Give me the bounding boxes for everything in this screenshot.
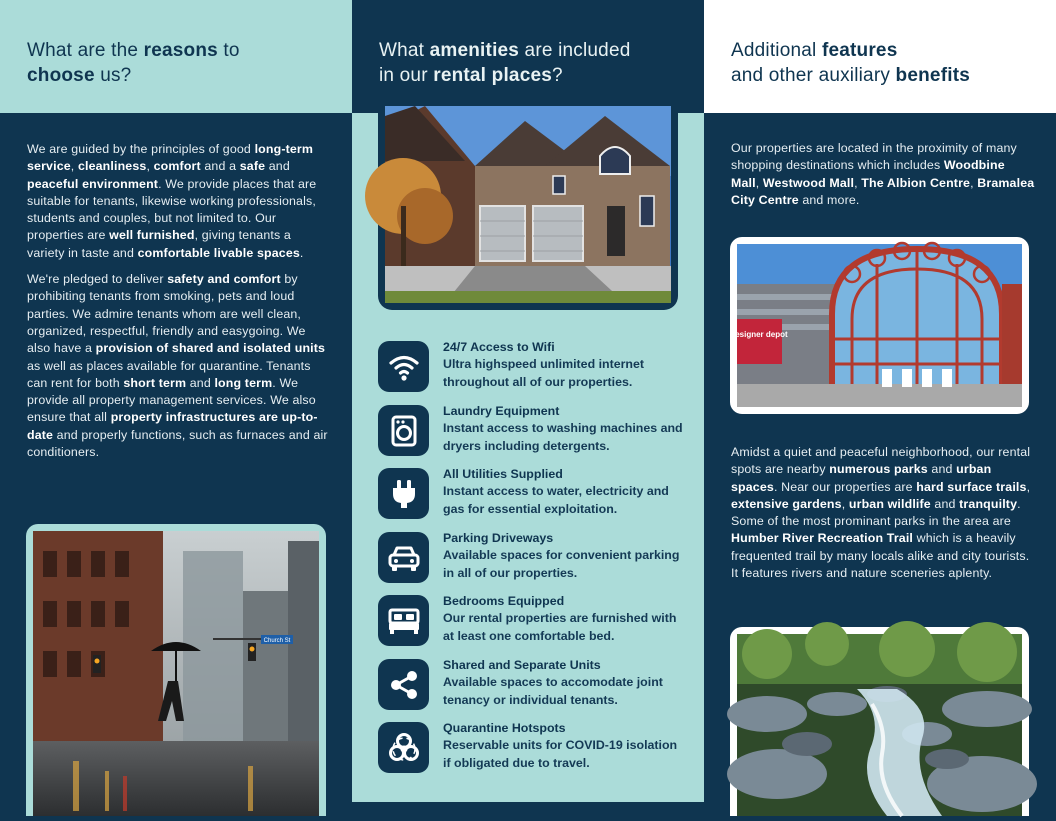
emphasis-text: numerous parks (829, 462, 928, 477)
body-text-run: Amidst a quiet and peaceful neighborhood, our rental spots are nearby (731, 445, 1031, 477)
mall-sign-text: designer depot (730, 330, 788, 339)
panel-features (704, 0, 1056, 816)
emphasis-text: Humber River Recreation Trail (731, 531, 914, 546)
street-sign-text: Church St (263, 638, 291, 644)
body-text-run: as well as places available for quarantine. Tenants can rent for both (27, 358, 311, 390)
body-text-run: We're pledged to deliver (27, 272, 168, 287)
amenity-laundry (378, 403, 688, 455)
body-text-run: , (854, 175, 862, 190)
amenity-title: Bedrooms Equipped (443, 594, 565, 608)
plug-icon (378, 468, 429, 519)
amenity-description: Reservable units for COVID-19 isolation if obligated due to travel. (443, 738, 678, 770)
emphasis-text: Bramalea City Centre (731, 175, 1035, 207)
emphasis-text: tranquilty (959, 496, 1018, 511)
reasons-paragraph-2 (27, 271, 329, 461)
city-street-photo (26, 524, 326, 816)
features-parks-text (731, 444, 1036, 591)
emphasis-text: urban spaces (731, 462, 992, 494)
amenity-title: All Utilities Supplied (443, 467, 563, 481)
emphasis-text: peaceful environment (27, 176, 159, 191)
body-text-run: . We provide all property management services. We also ensure that all (27, 375, 316, 425)
mall-illustration (730, 244, 1022, 407)
amenity-bedrooms (378, 593, 688, 645)
amenity-utilities (378, 466, 688, 518)
amenity-description: Available spaces to accomodate joint tenancy or individual tenants. (443, 675, 663, 707)
body-text-run: Our properties are located in the proximity of many shopping destinations which includes (731, 141, 1017, 173)
amenity-title: Quarantine Hotspots (443, 721, 566, 735)
amenities-footer-strip (352, 802, 704, 816)
emphasis-text: long term (214, 375, 273, 390)
body-text-run: We are guided by the principles of good (27, 142, 255, 156)
panel-amenities (352, 0, 704, 816)
emphasis-text: The Albion Centre (861, 175, 971, 190)
amenity-parking (378, 530, 688, 582)
panel-reasons (0, 0, 352, 816)
amenity-description: Instant access to washing machines and dryers including detergents. (443, 421, 683, 453)
body-text-run: . Near our properties are (773, 479, 917, 494)
reasons-body (27, 141, 329, 470)
amenity-title: Laundry Equipment (443, 404, 560, 418)
emphasis-text: long-term service (27, 142, 314, 174)
amenity-title: Shared and Separate Units (443, 658, 601, 672)
body-text-run: and (265, 159, 290, 174)
reasons-heading: What are the reasons to choose us? (0, 0, 352, 113)
share-icon (378, 659, 429, 710)
body-text-run: and (927, 462, 957, 477)
biohazard-icon (378, 722, 429, 773)
body-text-run: . We provide places that are suitable for tenants, likewise working professionals, students and couples, but not limited to. Our properties are (27, 176, 317, 243)
emphasis-text: Woodbine Mall (731, 158, 1005, 190)
body-text-run: and (930, 496, 960, 511)
emphasis-text: urban wildlife (848, 496, 931, 511)
river-photo (730, 627, 1029, 816)
body-text-run: , giving tenants a variety in taste and (27, 228, 291, 260)
river-illustration (737, 634, 1022, 816)
body-text-run: , (1026, 479, 1031, 494)
emphasis-text: extensive gardens (731, 496, 842, 511)
amenity-shared-units (378, 657, 688, 709)
reasons-paragraph-1 (27, 141, 329, 262)
amenities-heading: What amenities are included in our rental places? (352, 0, 704, 113)
emphasis-text: property infrastructures are up-to-date (27, 410, 318, 442)
house-illustration (385, 106, 671, 303)
mall-photo (730, 237, 1029, 414)
washing-machine-icon (378, 405, 429, 456)
body-text-run: , (146, 159, 154, 174)
body-text-run: and properly functions, such as furnaces and air conditioners. (27, 427, 328, 460)
city-street-illustration (33, 531, 319, 816)
body-text-run: , (70, 159, 78, 174)
amenity-description: Ultra highspeed unlimited internet throughout all of our properties. (443, 357, 645, 389)
emphasis-text: safe (239, 159, 266, 174)
features-paragraph-1 (731, 140, 1036, 209)
body-text-run: , (841, 496, 849, 511)
emphasis-text: short term (123, 375, 187, 390)
amenity-wifi (378, 339, 688, 391)
emphasis-text: cleanliness (77, 159, 147, 174)
emphasis-text: well furnished (109, 228, 195, 243)
bed-icon (378, 595, 429, 646)
wifi-icon (378, 341, 429, 392)
amenity-title: Parking Driveways (443, 531, 554, 545)
body-text-run: . Some of the most prominant parks in the area are (731, 496, 1021, 529)
body-text-run: by prohibiting tenants from smoking, pets and loud parties. We admire tenants whom are well clean, organized, respectful, friendly and easygoing. We also have a (27, 272, 306, 356)
amenity-quarantine (378, 720, 688, 772)
body-text-run: and a (200, 159, 240, 174)
body-text-run: and more. (798, 192, 860, 207)
body-text-run: which is a heavily frequented trail by many locals alike and city tourists. It features rivers and nature sceneries aplenty. (731, 531, 1030, 581)
amenity-description: Available spaces for convenient parking in all of our properties. (443, 548, 680, 580)
body-text-run: . (299, 245, 304, 260)
features-paragraph-2 (731, 444, 1036, 582)
features-heading: Additional features and other auxiliary benefits (704, 0, 1056, 113)
emphasis-text: comfort (153, 159, 201, 174)
amenity-title: 24/7 Access to Wifi (443, 340, 555, 354)
amenity-description: Our rental properties are furnished with at least one comfortable bed. (443, 611, 677, 643)
amenity-description: Instant access to water, electricity and gas for essential exploitation. (443, 484, 669, 516)
emphasis-text: comfortable livable spaces (137, 245, 300, 260)
body-text-run: , (755, 175, 763, 190)
emphasis-text: Westwood Mall (762, 175, 855, 190)
emphasis-text: provision of shared and isolated units (95, 341, 326, 356)
body-text-run: and (186, 375, 215, 390)
features-shopping-text (731, 140, 1036, 218)
house-photo (378, 106, 678, 310)
emphasis-text: safety and comfort (167, 272, 281, 287)
body-text-run: , (970, 175, 978, 190)
car-icon (378, 532, 429, 583)
emphasis-text: hard surface trails (916, 479, 1027, 494)
